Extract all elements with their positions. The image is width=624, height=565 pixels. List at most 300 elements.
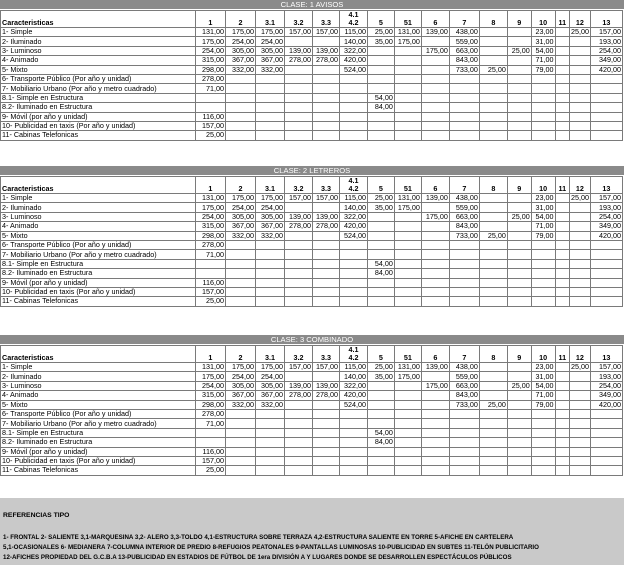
table-cell bbox=[570, 203, 591, 212]
table-cell bbox=[590, 112, 622, 121]
table-cell: 175,00 bbox=[256, 194, 285, 203]
table-row bbox=[1, 65, 623, 74]
table-cell: 298,00 bbox=[195, 400, 225, 409]
table-row bbox=[1, 466, 623, 475]
row-label: 11- Cabinas Telefonicas bbox=[1, 466, 196, 475]
table-cell bbox=[570, 400, 591, 409]
row-label: 8.2- Iluminado en Estructura bbox=[1, 438, 196, 447]
table-cell bbox=[256, 409, 285, 418]
table-cell: 31,00 bbox=[531, 37, 555, 46]
row-label: 8.2- Iluminado en Estructura bbox=[1, 269, 196, 278]
table-cell bbox=[590, 74, 622, 83]
row-label: 7- Mobiliario Urbano (Por año y metro cuadrado) bbox=[1, 419, 196, 428]
table-cell: 367,00 bbox=[225, 391, 255, 400]
table-cell: 139,00 bbox=[313, 381, 340, 390]
header-row bbox=[1, 177, 623, 194]
table-cell bbox=[590, 93, 622, 102]
table-cell bbox=[479, 428, 507, 437]
table-cell: 254,00 bbox=[256, 203, 285, 212]
table-cell bbox=[590, 259, 622, 268]
table-cell bbox=[507, 409, 531, 418]
row-label: 6- Transporte Público (Por año y unidad) bbox=[1, 409, 196, 418]
table-cell bbox=[394, 112, 421, 121]
table-cell bbox=[421, 37, 449, 46]
column-header: 2 bbox=[225, 346, 255, 363]
table-cell: 175,00 bbox=[195, 37, 225, 46]
table-cell bbox=[394, 93, 421, 102]
table-cell bbox=[449, 131, 479, 140]
table-cell: 23,00 bbox=[531, 363, 555, 372]
table-cell bbox=[479, 381, 507, 390]
table-cell: 438,00 bbox=[449, 28, 479, 37]
table-row bbox=[1, 121, 623, 130]
column-header: 3.2 bbox=[285, 177, 313, 194]
table-cell bbox=[285, 93, 313, 102]
table-cell bbox=[225, 103, 255, 112]
table-cell: 54,00 bbox=[367, 428, 394, 437]
table-cell: 71,00 bbox=[531, 391, 555, 400]
column-header: 8 bbox=[479, 346, 507, 363]
table-cell bbox=[479, 269, 507, 278]
column-header: 7 bbox=[449, 346, 479, 363]
table-cell bbox=[570, 438, 591, 447]
table-row bbox=[1, 212, 623, 221]
table-cell bbox=[570, 466, 591, 475]
table-cell bbox=[285, 37, 313, 46]
row-label: 6- Transporte Público (Por año y unidad) bbox=[1, 74, 196, 83]
table-cell bbox=[421, 222, 449, 231]
table-cell bbox=[531, 250, 555, 259]
table-cell bbox=[313, 131, 340, 140]
column-header-part: 4.2 bbox=[348, 353, 359, 362]
table-row bbox=[1, 84, 623, 93]
table-cell: 115,00 bbox=[339, 363, 367, 372]
table-cell bbox=[507, 456, 531, 465]
table-cell bbox=[256, 456, 285, 465]
table-cell: 733,00 bbox=[449, 65, 479, 74]
table-cell: 254,00 bbox=[225, 37, 255, 46]
table-cell bbox=[507, 56, 531, 65]
table-cell bbox=[570, 391, 591, 400]
table-cell bbox=[394, 381, 421, 390]
column-header: 6 bbox=[421, 346, 449, 363]
table-cell: 843,00 bbox=[449, 222, 479, 231]
row-label: 5- Mixto bbox=[1, 231, 196, 240]
row-label: 4- Animado bbox=[1, 56, 196, 65]
table-cell bbox=[590, 409, 622, 418]
table-cell: 524,00 bbox=[339, 231, 367, 240]
table-cell: 305,00 bbox=[225, 381, 255, 390]
table-cell bbox=[421, 419, 449, 428]
table-cell bbox=[313, 203, 340, 212]
table-cell: 157,00 bbox=[590, 194, 622, 203]
table-cell bbox=[285, 447, 313, 456]
table-cell bbox=[479, 74, 507, 83]
table-cell bbox=[570, 287, 591, 296]
table-cell: 315,00 bbox=[195, 56, 225, 65]
table-cell bbox=[339, 103, 367, 112]
table-cell bbox=[555, 56, 570, 65]
table-cell: 139,00 bbox=[285, 381, 313, 390]
table-cell: 193,00 bbox=[590, 37, 622, 46]
table-row bbox=[1, 400, 623, 409]
table-cell bbox=[555, 447, 570, 456]
table-cell bbox=[531, 428, 555, 437]
table-cell bbox=[507, 203, 531, 212]
table-cell bbox=[507, 93, 531, 102]
table-cell bbox=[256, 297, 285, 306]
table-cell bbox=[570, 212, 591, 221]
table-cell bbox=[507, 131, 531, 140]
table-cell bbox=[339, 428, 367, 437]
column-header: 10 bbox=[531, 11, 555, 28]
table-cell bbox=[394, 428, 421, 437]
column-header: 13 bbox=[590, 177, 622, 194]
table-cell bbox=[590, 240, 622, 249]
table-cell: 254,00 bbox=[256, 37, 285, 46]
table-cell bbox=[285, 372, 313, 381]
table-cell bbox=[285, 297, 313, 306]
table-cell bbox=[367, 222, 394, 231]
table-cell bbox=[256, 259, 285, 268]
table-cell: 663,00 bbox=[449, 46, 479, 55]
table-cell: 733,00 bbox=[449, 400, 479, 409]
table-cell bbox=[555, 372, 570, 381]
table-cell bbox=[479, 466, 507, 475]
table-cell bbox=[339, 409, 367, 418]
section-clase-2 bbox=[0, 166, 624, 335]
table-cell bbox=[570, 93, 591, 102]
table-row bbox=[1, 438, 623, 447]
table-cell bbox=[449, 419, 479, 428]
table-cell bbox=[313, 428, 340, 437]
table-cell bbox=[479, 409, 507, 418]
table-cell bbox=[394, 222, 421, 231]
table-cell: 315,00 bbox=[195, 391, 225, 400]
table-cell: 31,00 bbox=[531, 203, 555, 212]
table-cell: 157,00 bbox=[313, 28, 340, 37]
table-cell bbox=[449, 121, 479, 130]
table-cell: 25,00 bbox=[367, 363, 394, 372]
table-row bbox=[1, 287, 623, 296]
table-cell bbox=[507, 287, 531, 296]
table-cell bbox=[531, 112, 555, 121]
references-panel bbox=[0, 498, 624, 565]
table-cell bbox=[479, 203, 507, 212]
table-cell bbox=[339, 240, 367, 249]
table-cell bbox=[256, 84, 285, 93]
table-cell bbox=[555, 37, 570, 46]
column-header: 8 bbox=[479, 177, 507, 194]
table-cell bbox=[507, 269, 531, 278]
table-cell: 157,00 bbox=[285, 28, 313, 37]
column-header: 13 bbox=[590, 346, 622, 363]
table-cell: 438,00 bbox=[449, 363, 479, 372]
table-cell: 131,00 bbox=[195, 28, 225, 37]
section-clase-3 bbox=[0, 335, 624, 498]
table-cell bbox=[367, 131, 394, 140]
table-cell bbox=[394, 409, 421, 418]
table-cell bbox=[421, 65, 449, 74]
table-cell bbox=[507, 419, 531, 428]
tariff-table bbox=[0, 345, 623, 476]
table-cell bbox=[449, 409, 479, 418]
table-row bbox=[1, 456, 623, 465]
table-cell bbox=[507, 74, 531, 83]
table-cell bbox=[225, 131, 255, 140]
table-cell bbox=[256, 438, 285, 447]
column-header-part: 4.1 bbox=[348, 10, 359, 19]
table-cell bbox=[570, 222, 591, 231]
table-cell bbox=[555, 93, 570, 102]
table-cell bbox=[256, 269, 285, 278]
header-label: Caracteristicas bbox=[1, 346, 196, 363]
table-cell bbox=[285, 259, 313, 268]
table-cell bbox=[339, 121, 367, 130]
table-cell bbox=[555, 287, 570, 296]
table-cell bbox=[570, 240, 591, 249]
table-cell bbox=[555, 222, 570, 231]
references-line-2: 5,1-OCASIONALES 6- MEDIANERA 7-COLUMNA INTERIOR DE PREDIO 8-REFUGIOS PEATONALES 9-PANTALLAS LUMINOSAS 10-PUBLICIDAD EN SUBTES 11-TELÓN PUBLICITARIO bbox=[3, 544, 539, 551]
table-cell bbox=[421, 103, 449, 112]
table-cell bbox=[570, 65, 591, 74]
table-cell: 663,00 bbox=[449, 212, 479, 221]
table-cell bbox=[339, 131, 367, 140]
table-cell bbox=[367, 297, 394, 306]
table-cell bbox=[479, 287, 507, 296]
table-cell bbox=[313, 456, 340, 465]
table-cell bbox=[421, 391, 449, 400]
table-cell: 175,00 bbox=[256, 363, 285, 372]
table-cell bbox=[555, 391, 570, 400]
table-cell: 420,00 bbox=[590, 65, 622, 74]
table-cell bbox=[555, 231, 570, 240]
table-cell bbox=[313, 240, 340, 249]
table-cell bbox=[421, 287, 449, 296]
table-cell bbox=[531, 269, 555, 278]
table-cell bbox=[367, 231, 394, 240]
table-cell bbox=[313, 438, 340, 447]
table-cell bbox=[570, 84, 591, 93]
table-cell bbox=[421, 240, 449, 249]
table-cell: 175,00 bbox=[421, 212, 449, 221]
table-cell: 139,00 bbox=[421, 194, 449, 203]
table-cell bbox=[394, 456, 421, 465]
table-cell bbox=[479, 84, 507, 93]
table-cell bbox=[285, 250, 313, 259]
table-cell bbox=[421, 456, 449, 465]
row-label: 3- Luminoso bbox=[1, 381, 196, 390]
table-cell: 278,00 bbox=[313, 391, 340, 400]
table-cell: 367,00 bbox=[256, 222, 285, 231]
table-cell bbox=[394, 121, 421, 130]
table-cell: 524,00 bbox=[339, 65, 367, 74]
table-cell bbox=[339, 287, 367, 296]
row-label: 1- Simple bbox=[1, 363, 196, 372]
table-row bbox=[1, 259, 623, 268]
column-header bbox=[339, 346, 367, 363]
table-cell bbox=[225, 447, 255, 456]
table-cell bbox=[590, 131, 622, 140]
table-row bbox=[1, 222, 623, 231]
table-cell: 305,00 bbox=[256, 212, 285, 221]
table-cell bbox=[367, 447, 394, 456]
table-cell: 25,00 bbox=[479, 400, 507, 409]
table-cell bbox=[367, 240, 394, 249]
table-cell: 157,00 bbox=[195, 456, 225, 465]
column-header: 9 bbox=[507, 11, 531, 28]
table-cell bbox=[507, 121, 531, 130]
table-row bbox=[1, 381, 623, 390]
table-row bbox=[1, 37, 623, 46]
table-cell bbox=[507, 65, 531, 74]
table-cell: 25,00 bbox=[571, 193, 590, 203]
column-header: 3.1 bbox=[256, 177, 285, 194]
table-cell bbox=[590, 419, 622, 428]
column-header: 6 bbox=[421, 177, 449, 194]
row-label: 1- Simple bbox=[1, 194, 196, 203]
table-row bbox=[1, 203, 623, 212]
row-label: 9- Móvil (por año y unidad) bbox=[1, 112, 196, 121]
table-cell bbox=[339, 93, 367, 102]
table-cell bbox=[507, 363, 531, 372]
table-row bbox=[1, 278, 623, 287]
table-cell bbox=[531, 438, 555, 447]
table-cell bbox=[507, 112, 531, 121]
table-cell: 524,00 bbox=[339, 400, 367, 409]
table-row bbox=[1, 28, 623, 37]
table-cell: 322,00 bbox=[339, 212, 367, 221]
table-cell bbox=[507, 278, 531, 287]
table-cell bbox=[507, 231, 531, 240]
table-cell: 254,00 bbox=[590, 212, 622, 221]
table-row bbox=[1, 74, 623, 83]
table-cell bbox=[531, 240, 555, 249]
table-cell bbox=[449, 269, 479, 278]
table-cell: 349,00 bbox=[590, 222, 622, 231]
column-header: 3.1 bbox=[256, 346, 285, 363]
table-cell bbox=[507, 438, 531, 447]
table-cell bbox=[313, 231, 340, 240]
table-cell bbox=[367, 278, 394, 287]
table-row bbox=[1, 240, 623, 249]
table-cell bbox=[313, 121, 340, 130]
table-cell bbox=[225, 121, 255, 130]
row-label: 3- Luminoso bbox=[1, 46, 196, 55]
table-cell bbox=[313, 278, 340, 287]
row-label: 11- Cabinas Telefonicas bbox=[1, 131, 196, 140]
table-cell: 349,00 bbox=[590, 56, 622, 65]
table-cell: 79,00 bbox=[531, 400, 555, 409]
table-cell bbox=[507, 297, 531, 306]
table-cell: 25,00 bbox=[507, 46, 531, 55]
table-cell bbox=[313, 372, 340, 381]
table-row bbox=[1, 297, 623, 306]
table-cell bbox=[421, 297, 449, 306]
table-cell bbox=[256, 419, 285, 428]
table-cell bbox=[507, 103, 531, 112]
table-cell: 663,00 bbox=[449, 381, 479, 390]
table-cell bbox=[449, 103, 479, 112]
column-header: 13 bbox=[590, 11, 622, 28]
table-row bbox=[1, 372, 623, 381]
table-cell bbox=[394, 297, 421, 306]
table-cell bbox=[394, 231, 421, 240]
table-cell bbox=[285, 438, 313, 447]
table-cell: 733,00 bbox=[449, 231, 479, 240]
table-cell bbox=[367, 212, 394, 221]
table-cell bbox=[367, 84, 394, 93]
table-cell bbox=[531, 103, 555, 112]
table-cell bbox=[531, 456, 555, 465]
table-cell: 322,00 bbox=[339, 381, 367, 390]
table-cell bbox=[479, 240, 507, 249]
table-cell bbox=[479, 250, 507, 259]
table-cell bbox=[367, 409, 394, 418]
table-row bbox=[1, 103, 623, 112]
clase-title: CLASE: 1 AVISOS bbox=[0, 0, 624, 9]
table-cell bbox=[313, 112, 340, 121]
references-line-1: 1- FRONTAL 2- SALIENTE 3,1-MARQUESINA 3,2- ALERO 3,3-TOLDO 4,1-ESTRUCTURA SOBRE TERRAZA 4,2-ESTRUCTURA SALIENTE EN TORRE 5-AFICHE EN CARTELERA bbox=[3, 534, 514, 541]
table-cell bbox=[394, 240, 421, 249]
row-label: 9- Móvil (por año y unidad) bbox=[1, 447, 196, 456]
table-cell bbox=[421, 131, 449, 140]
table-cell bbox=[313, 269, 340, 278]
table-cell bbox=[421, 121, 449, 130]
table-cell bbox=[394, 56, 421, 65]
table-cell bbox=[449, 278, 479, 287]
table-cell bbox=[285, 278, 313, 287]
column-header: 1 bbox=[195, 11, 225, 28]
table-cell bbox=[555, 203, 570, 212]
table-cell bbox=[507, 37, 531, 46]
table-cell bbox=[531, 278, 555, 287]
table-cell bbox=[479, 93, 507, 102]
table-cell bbox=[225, 250, 255, 259]
row-label: 8.1- Simple en Estructura bbox=[1, 259, 196, 268]
table-cell bbox=[394, 103, 421, 112]
table-cell: 420,00 bbox=[339, 56, 367, 65]
table-cell bbox=[285, 103, 313, 112]
table-cell: 157,00 bbox=[590, 363, 622, 372]
table-cell bbox=[555, 269, 570, 278]
table-cell bbox=[590, 269, 622, 278]
table-cell bbox=[590, 287, 622, 296]
table-cell bbox=[570, 112, 591, 121]
table-cell: 193,00 bbox=[590, 372, 622, 381]
table-cell bbox=[449, 438, 479, 447]
table-cell bbox=[531, 131, 555, 140]
table-cell: 139,00 bbox=[313, 212, 340, 221]
table-cell bbox=[195, 428, 225, 437]
column-header: 10 bbox=[531, 346, 555, 363]
table-cell: 305,00 bbox=[225, 212, 255, 221]
column-header-part: 4.2 bbox=[348, 184, 359, 193]
table-row bbox=[1, 231, 623, 240]
column-header: 5 bbox=[367, 11, 394, 28]
table-cell bbox=[531, 409, 555, 418]
table-cell bbox=[256, 240, 285, 249]
table-cell bbox=[555, 381, 570, 390]
table-cell: 23,00 bbox=[531, 28, 555, 37]
table-cell bbox=[367, 419, 394, 428]
table-cell bbox=[590, 447, 622, 456]
table-cell: 25,00 bbox=[195, 466, 225, 475]
table-cell bbox=[285, 269, 313, 278]
table-cell bbox=[339, 250, 367, 259]
table-cell bbox=[313, 419, 340, 428]
table-cell bbox=[225, 287, 255, 296]
